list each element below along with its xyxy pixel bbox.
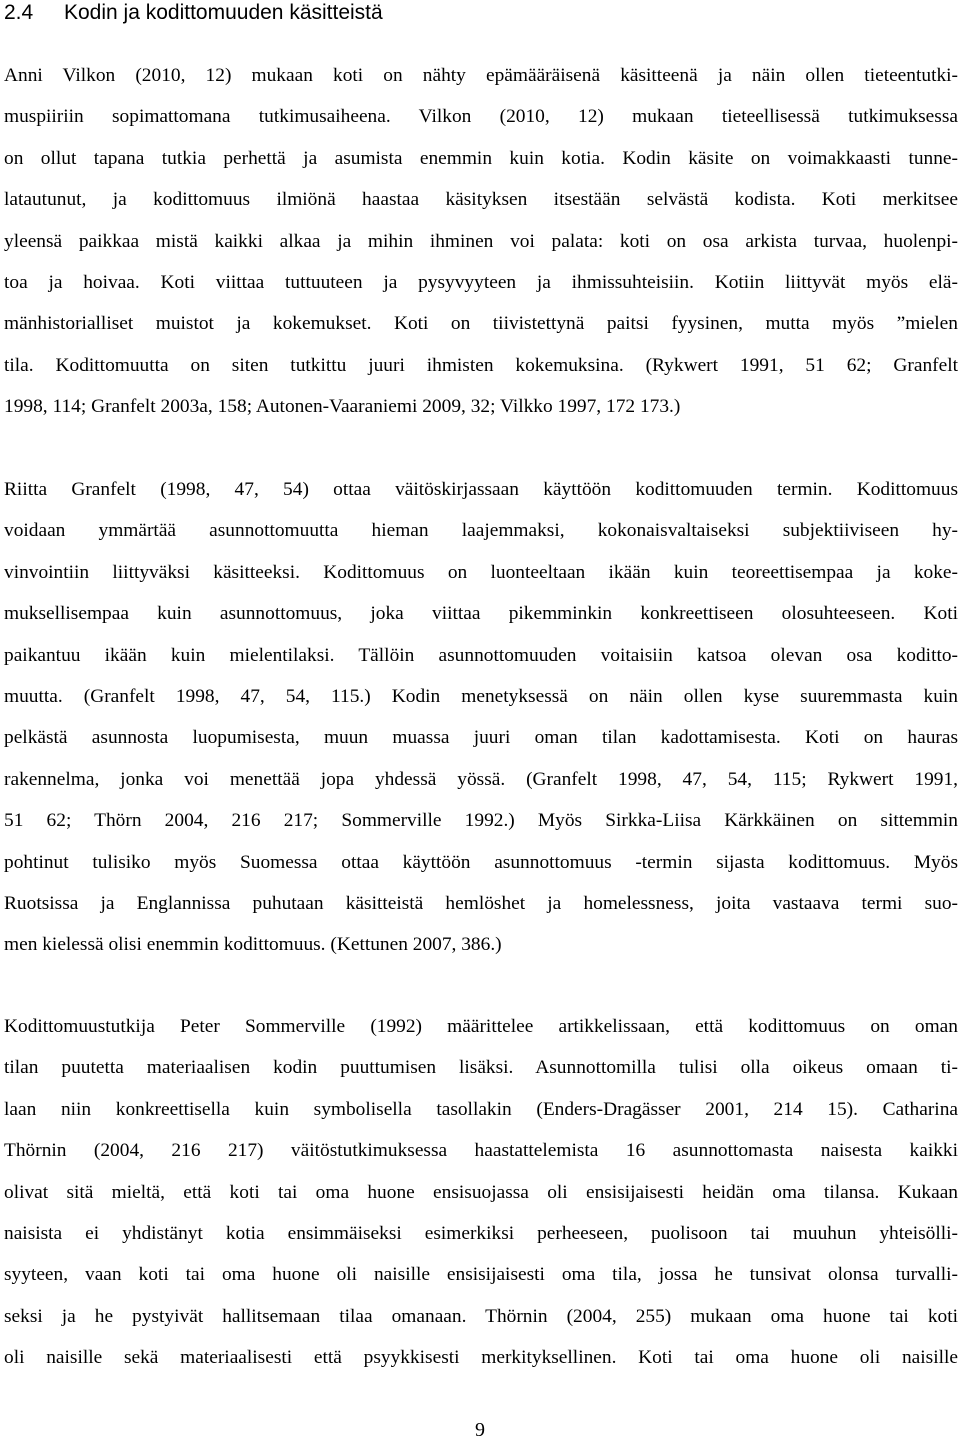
text-line: syyteen, vaan koti tai oma huone oli naisille ensisijaisesti oma tila, jossa he tunsivat olonsa turvalli-	[4, 1264, 958, 1286]
text-line: laan niin konkreettisella kuin symbolisella tasollakin (Enders-Dragässer 2001, 214 15). Catharina	[4, 1098, 958, 1120]
text-line: toa ja hoivaa. Koti viittaa tuttuuteen ja pysyvyyteen ja ihmissuhteisiin. Kotiin liittyvät myös elä-	[4, 271, 958, 293]
text-line: Riitta Granfelt (1998, 47, 54) ottaa väitöskirjassaan käyttöön kodittomuuden termin. Kodittomuus	[4, 479, 958, 500]
text-line: men kielessä olisi enemmin kodittomuus. (Kettunen 2007, 386.)	[4, 934, 502, 956]
text-line: 1998, 114; Granfelt 2003a, 158; Autonen-Vaaraniemi 2009, 32; Vilkko 1997, 172 173.)	[4, 396, 681, 418]
text-line: paikantuu ikään kuin mielentilaksi. Tällöin asunnottomuuden voitaisiin katsoa olevan osa kodittо-	[4, 644, 958, 666]
paragraph-1	[4, 55, 958, 428]
section-heading	[4, 0, 383, 26]
text-line: muksellisempaa kuin asunnottomuus, joka viittaa pikemminkin konkreettiseen olosuhteeseen. Koti	[4, 603, 958, 625]
text-line: 51 62; Thörn 2004, 216 217; Sommerville 1992.) Myös Sirkka-Liisa Kärkkäinen on sittemmin	[4, 810, 958, 832]
text-line: Kodittomuustutkija Peter Sommerville (1992) määrittelee artikkelissaan, että kodittomuus on oman	[4, 1016, 958, 1037]
text-line: voidaan ymmärtää asunnottomuutta hieman laajemmaksi, kokonaisvaltaiseksi subjektiiviseen hy-	[4, 520, 958, 542]
text-line: Thörnin (2004, 216 217) väitöstutkimuksessa haastattelemista 16 asunnottomasta naisesta kaikki	[4, 1140, 958, 1162]
paragraph-2	[4, 469, 958, 966]
text-line: latautunut, ja kodittomuus ilmiönä haastaa käsityksen itsestään selvästä kodista. Koti merkitsee	[4, 189, 958, 211]
text-line: oli naisille sekä materiaalisesti että psyykkisesti merkityksellinen. Koti tai oma huone oli naisille	[4, 1347, 958, 1369]
text-line: on ollut tapana tutkia perhettä ja asumista enemmin kuin kotia. Kodin käsite on voimakkaasti tunne-	[4, 147, 958, 169]
text-line: seksi ja he pystyivät hallitsemaan tilaa omanaan. Thörnin (2004, 255) mukaan oma huone tai koti	[4, 1305, 958, 1327]
paragraph-3	[4, 1006, 958, 1379]
text-line: rakennelma, jonka voi menettää jopa yhdessä yössä. (Granfelt 1998, 47, 54, 115; Rykwert 1991,	[4, 768, 958, 790]
text-line: pelkästä asunnosta luopumisesta, muun muassa juuri oman tilan kadottamisesta. Koti on hauras	[4, 727, 958, 749]
text-line: Ruotsissa ja Englannissa puhutaan käsitteistä hemlöshet ja homelessness, joita vastaava termi suo-	[4, 892, 958, 914]
text-line: vinvointiin liittyväksi käsitteeksi. Kodittomuus on luonteeltaan ikään kuin teoreettisempaa ja koke-	[4, 561, 958, 583]
section-number: 2.4	[4, 1, 34, 24]
section-title: Kodin ja kodittomuuden käsitteistä	[64, 1, 383, 24]
text-line: tilan puutetta materiaalisen kodin puuttumisen lisäksi. Asunnottomilla tulisi olla oikeus omaan ti-	[4, 1057, 958, 1079]
text-line: olivat sitä mieltä, että koti tai oma huone ensisuojassa oli ensisijaisesti heidän oma tilansa. Kukaan	[4, 1181, 958, 1203]
text-line: mänhistorialliset muistot ja kokemukset. Koti on tiivistettynä paitsi fyysinen, mutta myös ”mielen	[4, 313, 958, 335]
text-line: pohtinut tulisiko myös Suomessa ottaa käyttöön asunnottomuus -termin sijasta kodittomuus. Myös	[4, 851, 958, 873]
text-line: yleensä paikkaa mistä kaikki alkaa ja mihin ihminen voi palata: koti on osa arkista turvaa, huolenpi-	[4, 230, 958, 252]
text-line: naisista ei yhdistänyt kotia ensimmäiseksi esimerkiksi perheeseen, puolisoon tai muuhun yhteisölli-	[4, 1222, 958, 1244]
text-line: tila. Kodittomuutta on siten tutkittu juuri ihmisten kokemuksina. (Rykwert 1991, 51 62; Granfelt	[4, 354, 958, 376]
text-line: muutta. (Granfelt 1998, 47, 54, 115.) Kodin menetyksessä on näin ollen kyse suuremmasta kuin	[4, 685, 958, 707]
page-number: 9	[475, 1419, 485, 1441]
text-line: Anni Vilkon (2010, 12) mukaan koti on nähty epämääräisenä käsitteenä ja näin ollen tieteentutki-	[4, 65, 958, 86]
text-line: muspiiriin sopimattomana tutkimusaiheena. Vilkon (2010, 12) mukaan tieteellisessä tutkimuksessa	[4, 106, 958, 128]
